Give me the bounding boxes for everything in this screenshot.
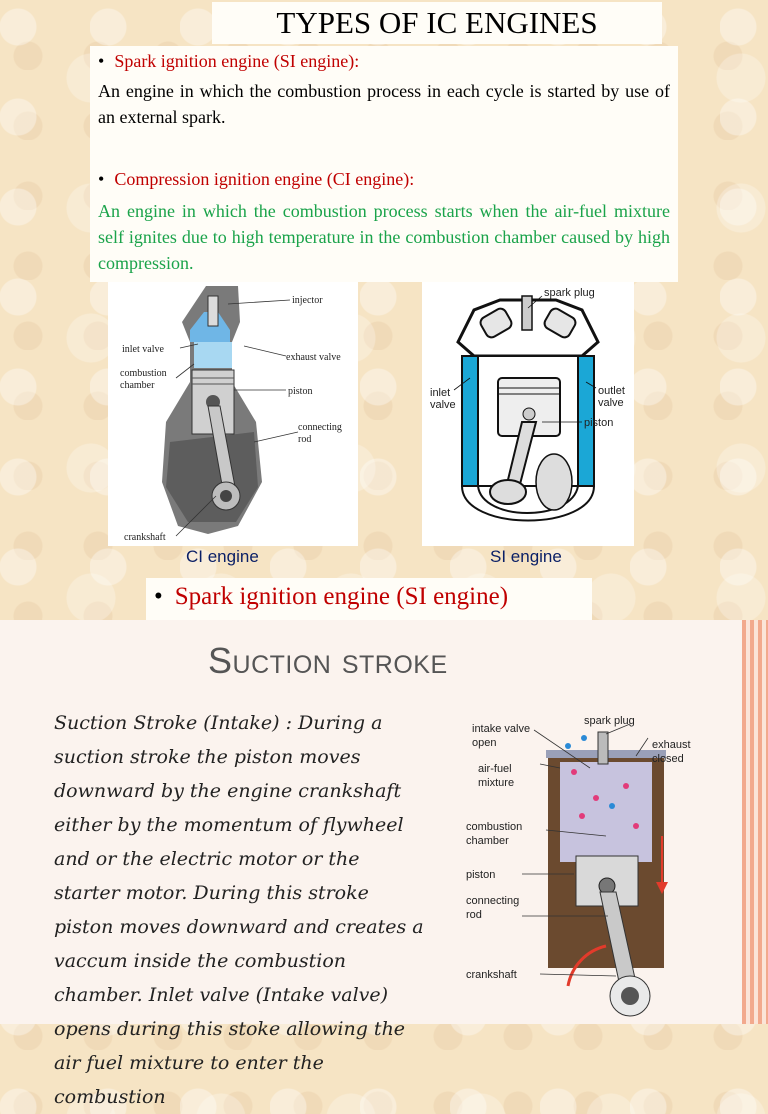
label-s2-spark-plug: spark plug: [584, 715, 635, 727]
suction-stroke-title: Suction stroke: [208, 640, 448, 681]
label-air-fuel: air-fuel: [478, 763, 512, 775]
suction-stroke-body: Suction Stroke (Intake) : During a suction stroke the piston moves downward by the engine crankshaft either by the momentum of flywheel and or the electric motor or the starter motor. During this stroke piston moves downward and creates a vaccum inside the combustion chamber. Inlet valve (Intake valve) opens during this stoke allowing the air fuel mixture to enter the combustion: [54, 712, 424, 1108]
si-engine-caption: SI engine: [490, 547, 562, 566]
label-piston: piston: [288, 386, 313, 397]
label-injector: injector: [292, 295, 323, 306]
label-inlet: inlet: [430, 387, 451, 399]
ci-engine-diagram: [108, 282, 358, 546]
decorative-stripe: [742, 620, 768, 1024]
label-valve: valve: [430, 399, 456, 411]
bullet-icon: •: [98, 169, 105, 189]
label-rod: rod: [298, 434, 312, 445]
label-open: open: [472, 737, 497, 749]
ci-heading: • Compression ignition engine (CI engine):: [98, 169, 415, 189]
label-si-piston: piston: [584, 417, 614, 429]
label-s2-crankshaft: crankshaft: [466, 969, 517, 981]
si-heading: • Spark ignition engine (SI engine):: [98, 51, 360, 71]
slide-suction-stroke: [0, 620, 768, 1108]
bullet-icon: •: [154, 583, 163, 610]
label-outlet-valve: valve: [598, 397, 624, 409]
label-exhaust: exhaust: [652, 739, 691, 751]
slide-title: TYPES OF IC ENGINES: [276, 5, 598, 40]
definitions-box: [90, 46, 678, 282]
label-spark-plug: spark plug: [544, 287, 595, 299]
si-engine-bullet: • Spark ignition engine (SI engine): [146, 578, 592, 620]
si-description: An engine in which the combustion process in each cycle is started by use of an external spark.: [98, 81, 670, 127]
si-engine-diagram: [422, 282, 634, 546]
suction-stroke-diagram: [456, 706, 726, 1024]
bullet-icon: •: [98, 51, 105, 71]
ci-engine-caption: CI engine: [186, 547, 259, 566]
label-inlet-valve: inlet valve: [122, 344, 164, 355]
label-mixture: mixture: [478, 777, 515, 789]
slide-title-box: [212, 2, 662, 44]
label-s2-connecting: connecting: [466, 895, 520, 907]
label-connecting: connecting: [298, 422, 342, 433]
label-exhaust-valve: exhaust valve: [286, 352, 341, 363]
label-s2-combustion: combustion: [466, 821, 523, 833]
ci-description: An engine in which the combustion process starts when the air-fuel mixture self ignites due to high temperature in the combustion chamber caused by high compression.: [98, 201, 670, 273]
label-s2-chamber: chamber: [466, 835, 509, 847]
label-closed: closed: [652, 753, 684, 765]
label-intake-valve: intake valve: [472, 723, 531, 735]
label-chamber: chamber: [120, 380, 155, 391]
label-s2-piston: piston: [466, 869, 496, 881]
label-combustion: combustion: [120, 368, 167, 379]
label-s2-rod: rod: [466, 909, 482, 921]
label-outlet: outlet: [598, 385, 625, 397]
label-crankshaft: crankshaft: [124, 532, 166, 543]
